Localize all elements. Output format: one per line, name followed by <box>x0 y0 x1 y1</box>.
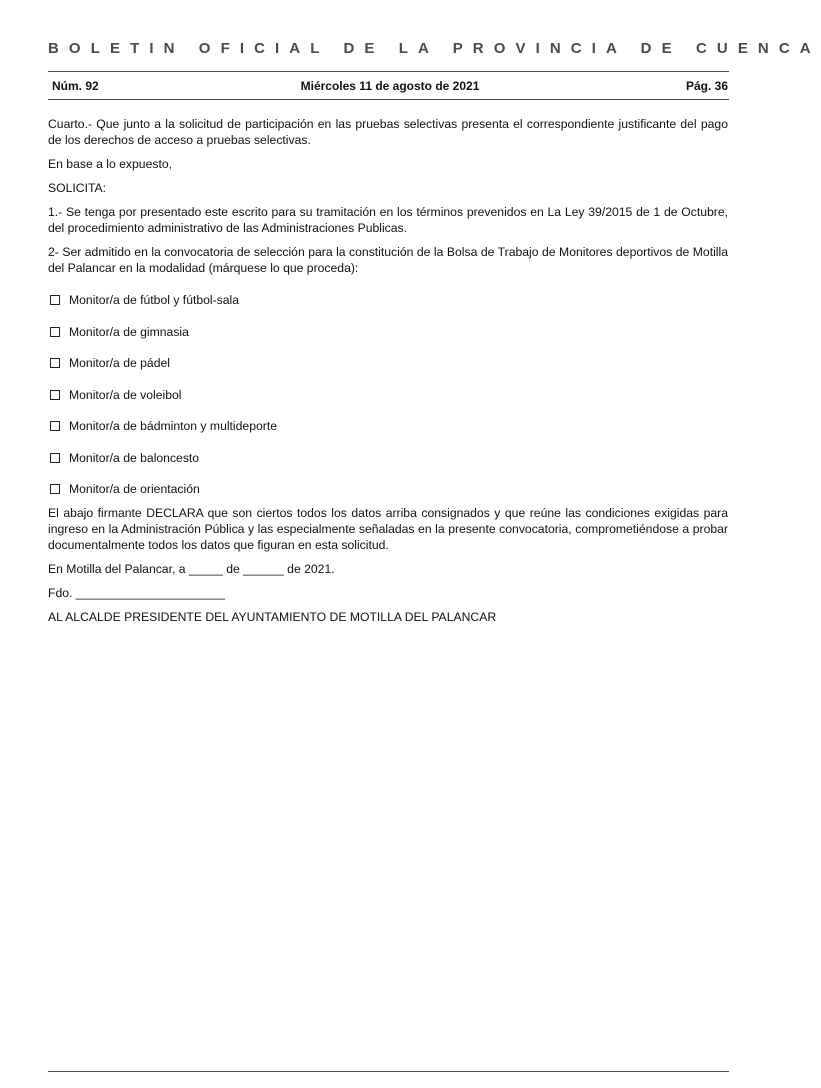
option-label: Monitor/a de fútbol y fútbol-sala <box>69 293 240 307</box>
option-gimnasia[interactable] <box>48 324 728 340</box>
paragraph-request-1: 1.- Se tenga por presentado este escrito para su tramitación en los términos prevenidos en La Ley 39/2015 de 1 de Octubre, del procedimiento administrativo de las Administraciones Publicas. <box>48 205 728 235</box>
option-padel[interactable] <box>48 355 728 371</box>
issue-header <box>52 79 728 97</box>
checkbox-icon[interactable] <box>50 358 60 368</box>
header-rule-top <box>48 71 729 72</box>
header-rule-bottom <box>48 99 729 100</box>
option-futbol[interactable] <box>48 292 728 308</box>
paragraph-request-2: 2- Ser admitido en la convocatoria de selección para la constitución de la Bolsa de Trabajo de Monitores deportivos de Motilla del Palancar en la modalidad (márquese lo que proceda): <box>48 245 728 275</box>
issue-number: Núm. 92 <box>52 79 99 93</box>
paragraph-firma: Fdo. ______________________ <box>48 586 225 600</box>
masthead-title: BOLETIN OFICIAL DE LA PROVINCIA DE CUENCA <box>48 40 821 57</box>
option-label: Monitor/a de baloncesto <box>69 450 200 465</box>
footer-rule <box>48 1071 729 1072</box>
document-body <box>48 116 728 633</box>
paragraph-cuarto: Cuarto.- Que junto a la solicitud de participación en las pruebas selectivas presenta el correspondiente justificante del pago de los derechos de acceso a pruebas selectivas. <box>48 117 728 147</box>
option-label: Monitor/a de orientación <box>69 482 200 496</box>
paragraph-lugar-fecha: En Motilla del Palancar, a _____ de ______ de 2021. <box>48 562 335 576</box>
option-orientacion[interactable] <box>48 481 728 497</box>
option-baloncesto[interactable] <box>48 450 728 466</box>
issue-date: Miércoles 11 de agosto de 2021 <box>300 79 480 93</box>
paragraph-declara: El abajo firmante DECLARA que son ciertos todos los datos arriba consignados y que reúne las condiciones exigidas para ingreso en la Administración Pública y las especialmente señaladas en la presente convocatoria, comprometiéndose a probar documentalmente todos los datos que figuran en esta solicitud. <box>48 506 728 552</box>
option-label: Monitor/a de gimnasia <box>69 324 189 339</box>
option-label: Monitor/a de voleibol <box>69 387 182 402</box>
checkbox-icon[interactable] <box>50 484 60 494</box>
checkbox-icon[interactable] <box>50 421 60 431</box>
paragraph-base: En base a lo expuesto, <box>48 157 172 171</box>
checkbox-icon[interactable] <box>50 453 60 463</box>
page-number: Pág. 36 <box>685 79 728 93</box>
option-label: Monitor/a de pádel <box>69 356 170 370</box>
paragraph-solicita: SOLICITA: <box>48 181 107 195</box>
option-label: Monitor/a de bádminton y multideporte <box>69 419 277 433</box>
option-badminton[interactable] <box>48 418 728 434</box>
checkbox-icon[interactable] <box>50 295 60 305</box>
checkbox-icon[interactable] <box>50 390 60 400</box>
option-voleibol[interactable] <box>48 387 728 403</box>
checkbox-icon[interactable] <box>50 327 60 337</box>
modality-options <box>48 292 728 497</box>
paragraph-destinatario: AL ALCALDE PRESIDENTE DEL AYUNTAMIENTO DE MOTILLA DEL PALANCAR <box>48 610 497 624</box>
